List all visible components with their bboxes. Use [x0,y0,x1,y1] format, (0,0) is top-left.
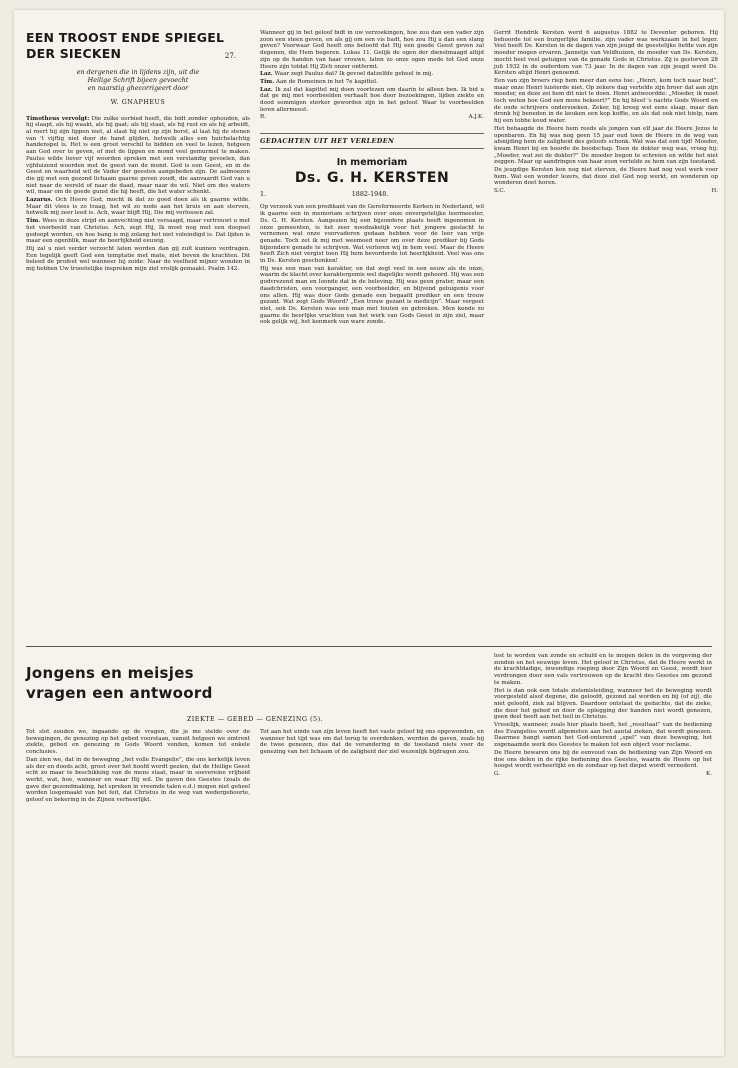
paragraph [260,71,484,78]
memoriam-name: Ds. G. H. KERSTEN [294,170,450,187]
youth-title-line-2: vragen een antwoord [26,684,213,702]
paragraph-text: Ik zal dat kapittel mij doen voorlezen om daarin te alleen ben. Ik bid u dat ge mij met voorbeelden verhaalt hoe door bezoekingen, lijden ziekte en dood sommigen sterker geworden zijn in het geloof. Waar te voorbeelden leren allermeest. [260,86,484,113]
speaker-label: Tim. [26,218,41,225]
paragraph: Hij zal u niet verder verzocht laten worden dan gij zult kunnen verdragen. Een tegelijk geeft God een temptatie met mate, niet boven de krachten. Dit beleed de profeet wel wanneer hij zeide: Naar de veelheid mijner wonden in mij hebben Uw troostelijke inspreken mijn ziel vrolijk gemaakt. Psalm 142. [26,245,250,273]
paragraph [26,197,250,217]
paragraph-text: Wees in deze strijd en aanvechting niet versaagd, maar vertrouwt u met het voorbeeld van Christus. Ach, zegt Hij, Ik moet nog met een doopsel gedoopt worden, en hoe bang is mij zolang het niet voleindigd is. Dat lijden is maar een ogenblik, maar de heerlijkheid eeuwig. [26,218,251,245]
signature-right: A.J.K. [468,114,484,121]
signature [260,114,484,121]
paragraph [260,87,484,114]
signature [494,188,718,195]
paragraph: Gerrit Hendrik Kersten werd 6 augustus 1882 te Deventer geboren. Hij behoorde tot een burgerlijke familie, zijn vader was werkzaam in het leger. Veel heeft Ds. Kersten in de dagen van zijn jeugd de geestelijke liefde van zijn moeder mogen ervaren. Jannetje van Veldhuizen, de moeder van Ds. Kersten, mocht heel veel getuigen van de genade Gods in Christus. Zij is gestorven 28 juli 1932 in de ouderdom van 73 jaar. In de dagen van zijn jeugd werd Ds. Kersten altijd Henri genoemd. [494,30,718,77]
newspaper-page [14,10,724,1056]
memoriam-heading: In memoriam [336,157,408,169]
issue-number: 27. [224,52,236,60]
signature-left: G. [494,770,501,777]
subtitle-line-3: en naarstig ghecorrigeert door [87,84,189,93]
youth-article [26,646,712,805]
speaker-label: Lazarus. [26,197,53,204]
paragraph-text: Waar zegt Paulus dat? Ik gevoel datzelfde geheel in mij. [274,71,434,78]
life-years: 1882-1948. [351,190,389,199]
youth-subtitle: ZIEKTE — GEBED — GENEZING (5). [186,715,324,723]
paragraph [26,218,250,245]
youth-col-2 [260,729,484,805]
paragraph: Een van zijn broers riep hem meer dan eens toe: „Henri, kom toch naar bed”, maar onze Henri luisterde niet. Op zekere dag vertelde zijn broer dat aan zijn moeder, en deze zei hem dit niet te doen. Henri antwoordde: „Moeder, ik moet toch weten hoe God een mens bekeert?” En hij bleef 's nachts Gods Woord en de oude schrijvers onderzoeken. Zeker, hij kreeg wel eens slaap, maar dan dronk hij beneden in de keuken een kop koffie, en als dat ook niet hielp, nam hij een tobbe koud water. [494,77,718,125]
paragraph: Vreselijk, wanneer, zoals hier plaats heeft, het „resultaat” van de bediening des Evangelies wordt afgemeten aan het aantal zieken, dat wordt genezen. Daarmee hangt samen het God-onterend „spel” van deze beweging, het zogenaamde werk des Geestes te maken tot een object voor reclame. [494,722,712,749]
paragraph: De jeugdige Kersten kon nog niet sterven, de Heere had nog veel werk voor hem. Wat een wonder lezers, dat deze ziel God nog werkt, en wonderen op wonderen doet horen. [494,167,718,187]
title-line-1: EEN TROOST ENDE SPIEGEL [26,30,225,45]
paragraph: Het behaagde de Heere hem reeds als jongen van elf jaar de Heere Jezus te openbaren. En hij was nog geen 15 jaar oud toen de Heere in de weg van afsnijding hem de zaligheid des geloofs schonk. Wat was dat een tijd! Moeder, kwam Henri bij en hoorde de boodschap. Toen de dokter weg was, vroeg hij: „Moeder, wat zei de dokter?” De moeder begon te schreien en wilde het niet zeggen. Maar op aandringen van haar zoon vertelde ze hem van zijn toestand. [494,125,718,166]
paragraph: Tot aan het einde van zijn leven heeft het vaste geloof bij ons opgewonden, en wanneer het tijd was om dat terug te overdenken, werden de gaven, zoals bij de twee genezen, dus dat de verandering in de toestand niets voor de genezing van het lichaam of de zaligheid der ziel wezenlijk bijdragen zou. [260,729,484,756]
column-right [494,30,718,195]
youth-left [26,647,484,805]
signature-right: H. [711,188,718,195]
article-subtitle [26,68,250,93]
subtitle-line-2: Heilige Schrift bijeen gevoecht [87,76,189,85]
paragraph: Dan zien we, dat in de beweging „het volle Evangelie”, die ons kerkelijk leven als der en doods acht, groot over het hoofd wordt gezien, dat de Heilige Geest echt zo maar te beschikking van de mens staat, maar in soevereine vrijheid werkt, wat, hoe, wanneer en waar Hij wil. De gaven des Geestes (zoals de gave der gezondmaking, het spreken in vreemde talen e.d.) mogen niet geheel worden losgemaakt van het feit, dat Christus in de weg van wedergeboorte, geloof en bekering in de Zijnen verheerlijkt. [26,756,250,804]
signature-left: R. [260,114,266,121]
speaker-label: Laz. [260,71,273,78]
signature-right: K. [706,770,712,777]
paragraph-text: Och Heere God, mocht ik dat zo goed doen als ik gaarne wilde. Maar dit vlees is zo traag, het wil zo node aan het kruis en aan sterven, hetwelk mij zeer leed is. Ach, waar blijft Hij, Die mij verlossen zal. [26,197,250,217]
youth-title-line-1: Jongens en meisjes [26,664,194,682]
speaker-label: Tim. [260,78,275,85]
paragraph-text: Die zulke eerbied heeft, die bidt zonder ophouden, als hij slaapt, als hij waakt, als hij gaat; als hij staat, als hij rust en als hij arbeidt, al roert hij zijn lippen niet, al slaat hij niet op zijn borst, al laat hij de stenen van 't vijftig niet door de hand glijden, hetwelk alles een huichelachtig handenspel is. Het is een groot verschil te bidden en veel te lezen, hetgeen aan God over te geven, of met de lippen en mond veel gemurmel te maken. Paulus wilde liever vijf woorden spreken met een verstandig gevoelen, dan vijfduizend woorden met de geest van de mond. God is een Geest, en in de Geest en waarheid wil de Vader der geesten aangebeden zijn. De aalmoezen die gij met een gezond lichaam gaarne geven zoudt, die aanvaardt God van u niet naar de wereld of naar de daad, maar naar de wil. Niet om des waters wil, maar om de goede gunst die hij heeft, die het water schenkt. [26,115,250,196]
speaker-label: Timotheus vervolgt: [26,115,90,122]
subtitle-line-1: en dergenen die in lijdens zijn, uit die [76,68,200,76]
signature [494,771,712,778]
youth-right [494,653,712,805]
youth-col-1 [26,729,250,805]
signature-left: S.C. [494,188,506,195]
paragraph [26,116,250,196]
part-number: 1. [260,190,267,199]
column-left [26,30,250,274]
speaker-label: Laz. [260,86,273,93]
article-title [26,30,250,62]
memoriam-years-row [260,190,484,198]
title-line-2: DER SIECKEN [26,46,122,61]
article-author: W. GNAPHEUS [110,97,166,106]
paragraph: Het is dan ook een totale zielsmisleiding, wanneer het de beweging wordt voorgesteld alsof degene, die geloofd, gezond zal worden en bij (of zij), die niet geloofd, ziek zal blijven. Daardoor ontstaat de gedachte, dat de zieke, die door het gebed en door de oplegging der handen niet wordt genezen, geen deel heeft aan het heil in Christus. [494,687,712,721]
paragraph-text: Aan de Romeinen in het 7e kapittel. [275,78,378,85]
paragraph: Wanneer gij in het geloof bidt in uw verzoekingen, hoe zou dan een vader zijn zoon een steen geven, en als gij om een vis badt, hoe zou Hij u dan een slang geven? Voorwaar God heeft ons beloofd dat Hij een goede Geest geven zal degenen, die Hem begeren. Lukas 11. Gelijk de ogen der dienstmaagd altijd zijn op de handen van haar vrouwe, laten zo onze ogen mede tot God onze Heere zijn totdat Hij Zich onzer ontfermt. [260,30,484,70]
section-label: GEDACHTEN UIT HET VERLEDEN [260,133,484,149]
paragraph: Hij was een man van karakter, en dat zegt veel in een eeuw als de onze, waarin de klacht over karaktergemis wel dagelijks wordt gehoord. Hij was een godvrezend man en loonde dat in de beleving. Hij was geen prater, maar een daadchristen, een voorganger, een voorbeelder, en blijvend getuigenis voor ons allen. Hij was door Gods genade een begaafd prediker en een trouw gezant. Wat zegt Gods Woord? „Een trouw gezant is medicijn”. Maar vergeet niet, ook Ds. Kersten was een man met fouten en gebreken. Men kende zo gaarne de heerlijke vruchten van het werk van Gods Geest in zijn ziel, maar ook gelijk wij, het kenmerk van ware zonde. [260,265,484,326]
paragraph: Op verzoek van een predikant van de Gereformeerde Kerken in Nederland, wil ik gaarne een in memoriam schrijven over onze onvergetelijke leermeester, Ds. G. H. Kersten. Aangezien hij een bijzondere plaats heeft ingenomen in onze gemeenten, is het zeer noodzakelijk voor het jongere geslacht te vernemen wat onze voorvaderen gedaan hebben voor de leer van vrije genade. Toch zet ik mij met weemoed neer om over deze prediker bij Gods bijzondere genade te schrijven. Wat verloren wij in hem veel. Maar de Heere heeft Zich niet vergist toen Hij hem bevorderde tot heerlijkheid. Veel was ons in Ds. Kersten geschonken! [260,204,484,265]
paragraph: De Heere bewaren ons bij de eenvoud van de bediening van Zijn Woord en doe ons delen in de rijke bediening des Geestes, waarin de Heere op het hoogst wordt verheerlijkt en de zondaar op het diepst wordt vernederd. [494,749,712,770]
column-middle [260,30,484,327]
paragraph: Tot slot zouden we, ingaande op de vragen, die je me stelde over de bewegingen, de genezing op het gebed voorstaan, vanuit hetgeen we omtrent ziekte, gebed en genezing in Gods Woord vonden, komen tot enkele conclusies. [26,729,250,756]
paragraph: lost te worden van zonde en schuld en te mogen delen in de vergeving der zonden en het eeuwige leven. Het geloof in Christus, dat de Heere werkt in de krachtdadige, inwendige roeping door Zijn Woord en Geest, wordt hier verdrongen door een vals vertrouwen op de kracht des Geestes om gezond te maken. [494,653,712,686]
paragraph [260,79,484,86]
